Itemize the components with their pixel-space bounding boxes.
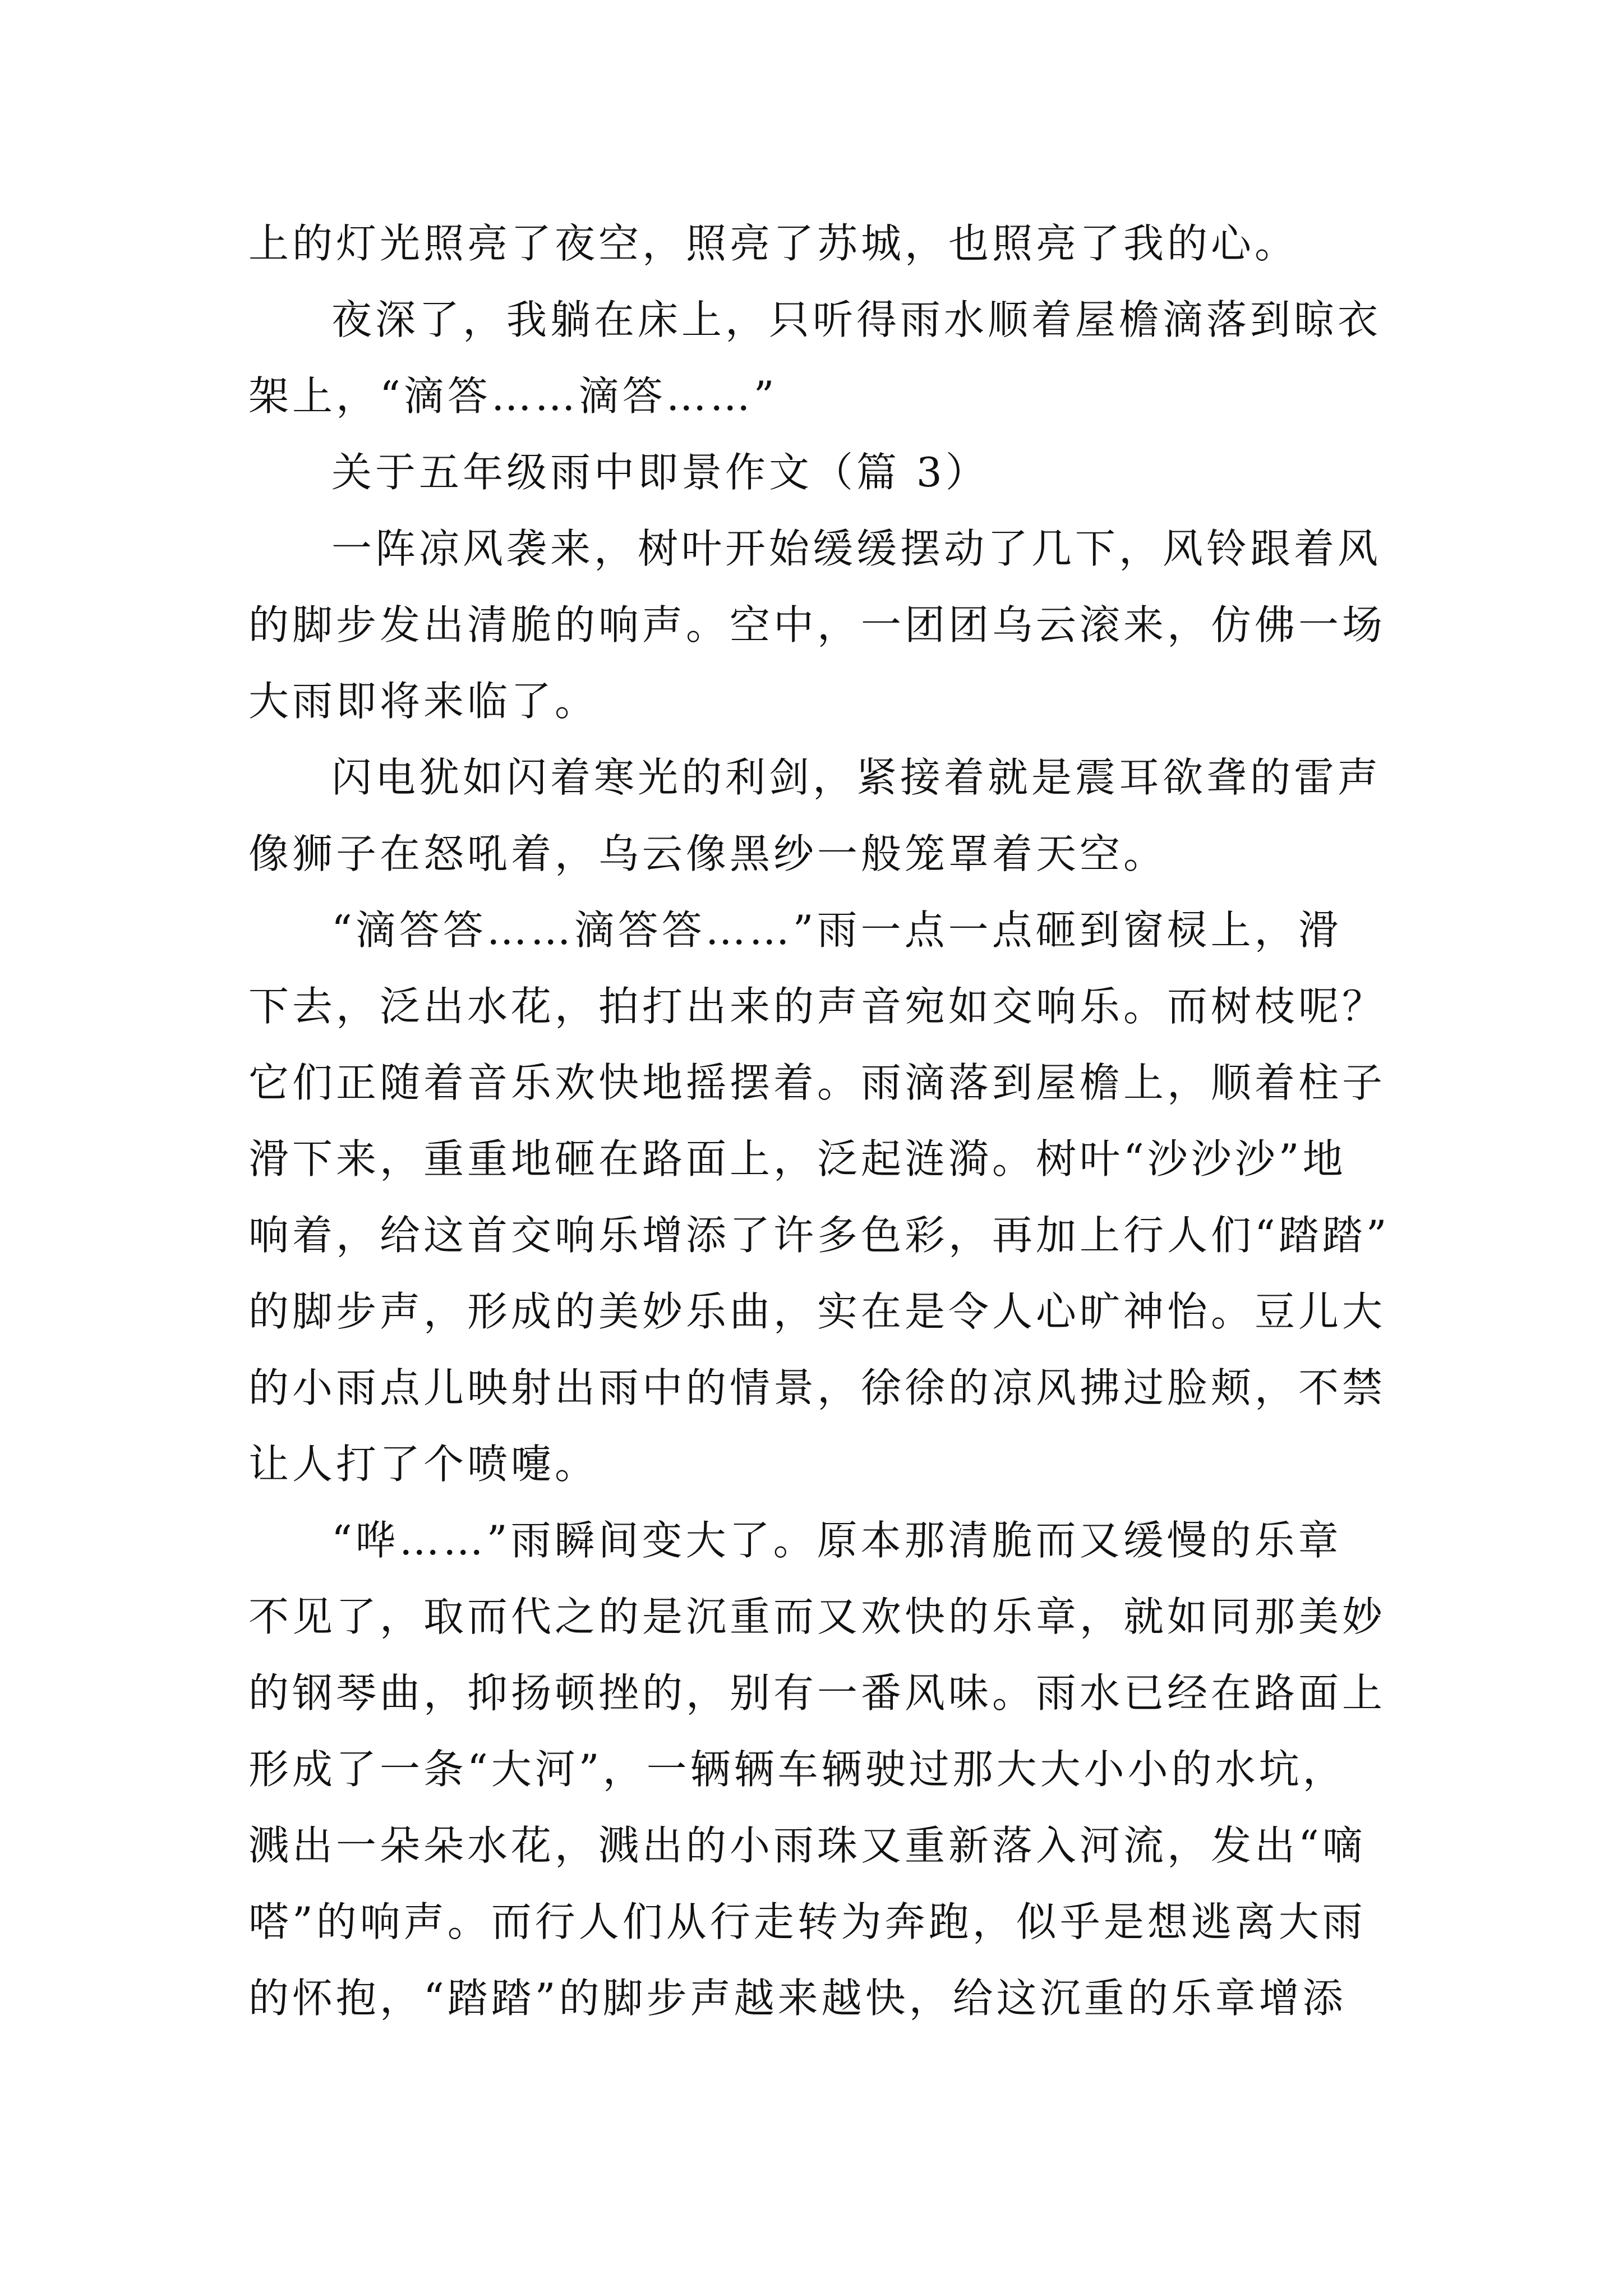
text-line: 架上，“滴答……滴答……” [248,372,778,420]
text-line: 让人打了个喷嚏。 [248,1441,599,1488]
paragraph-first-line: “滴答答……滴答答……”雨一点一点砸到窗棂上，滑 [331,907,1342,954]
text-line: 形成了一条“大河”，一辆辆车辆驶过那大大小小的水坑， [248,1746,1347,1793]
text-line: 的小雨点儿映射出雨中的情景，徐徐的凉风拂过脸颊，不禁 [248,1364,1386,1411]
text-line: 下去，泛出水花，拍打出来的声音宛如交响乐。而树枝呢？ [248,983,1386,1030]
text-line: 大雨即将来临了。 [248,678,599,725]
text-line: 的钢琴曲，抑扬顿挫的，别有一番风味。雨水已经在路面上 [248,1669,1386,1717]
text-line: 不见了，取而代之的是沉重而又欢快的乐章，就如同那美妙 [248,1593,1386,1640]
paragraph-first-line: 一阵凉风袭来，树叶开始缓缓摆动了几下，风铃跟着风 [331,525,1382,572]
paragraph-first-line: “哗……”雨瞬间变大了。原本那清脆而又缓慢的乐章 [331,1517,1342,1564]
text-line: 响着，给这首交响乐增添了许多色彩，再加上行人们“踏踏” [248,1212,1390,1259]
text-line: 上的灯光照亮了夜空，照亮了苏城，也照亮了我的心。 [248,220,1299,267]
text-line: 的怀抱，“踏踏”的脚步声越来越快，给这沉重的乐章增添 [248,1975,1347,2022]
text-line: 滑下来，重重地砸在路面上，泛起涟漪。树叶“沙沙沙”地 [248,1135,1347,1182]
document-body [248,205,1390,2036]
text-line: 它们正随着音乐欢快地摇摆着。雨滴落到屋檐上，顺着柱子 [248,1059,1386,1106]
paragraph-first-line: 闪电犹如闪着寒光的利剑，紧接着就是震耳欲聋的雷声 [331,754,1382,801]
paragraph-first-line: 夜深了，我躺在床上，只听得雨水顺着屋檐滴落到晾衣 [331,296,1382,343]
text-line: 像狮子在怒吼着，乌云像黑纱一般笼罩着天空。 [248,830,1168,877]
section-heading: 关于五年级雨中即景作文（篇 3） [331,449,989,496]
text-line: 溅出一朵朵水花，溅出的小雨珠又重新落入河流，发出“嘀 [248,1822,1366,1869]
text-line: 嗒”的响声。而行人们从行走转为奔跑，似乎是想逃离大雨 [248,1898,1366,1945]
text-line: 的脚步发出清脆的响声。空中，一团团乌云滚来，仿佛一场 [248,601,1386,648]
text-line: 的脚步声，形成的美妙乐曲，实在是令人心旷神怡。豆儿大 [248,1288,1386,1335]
